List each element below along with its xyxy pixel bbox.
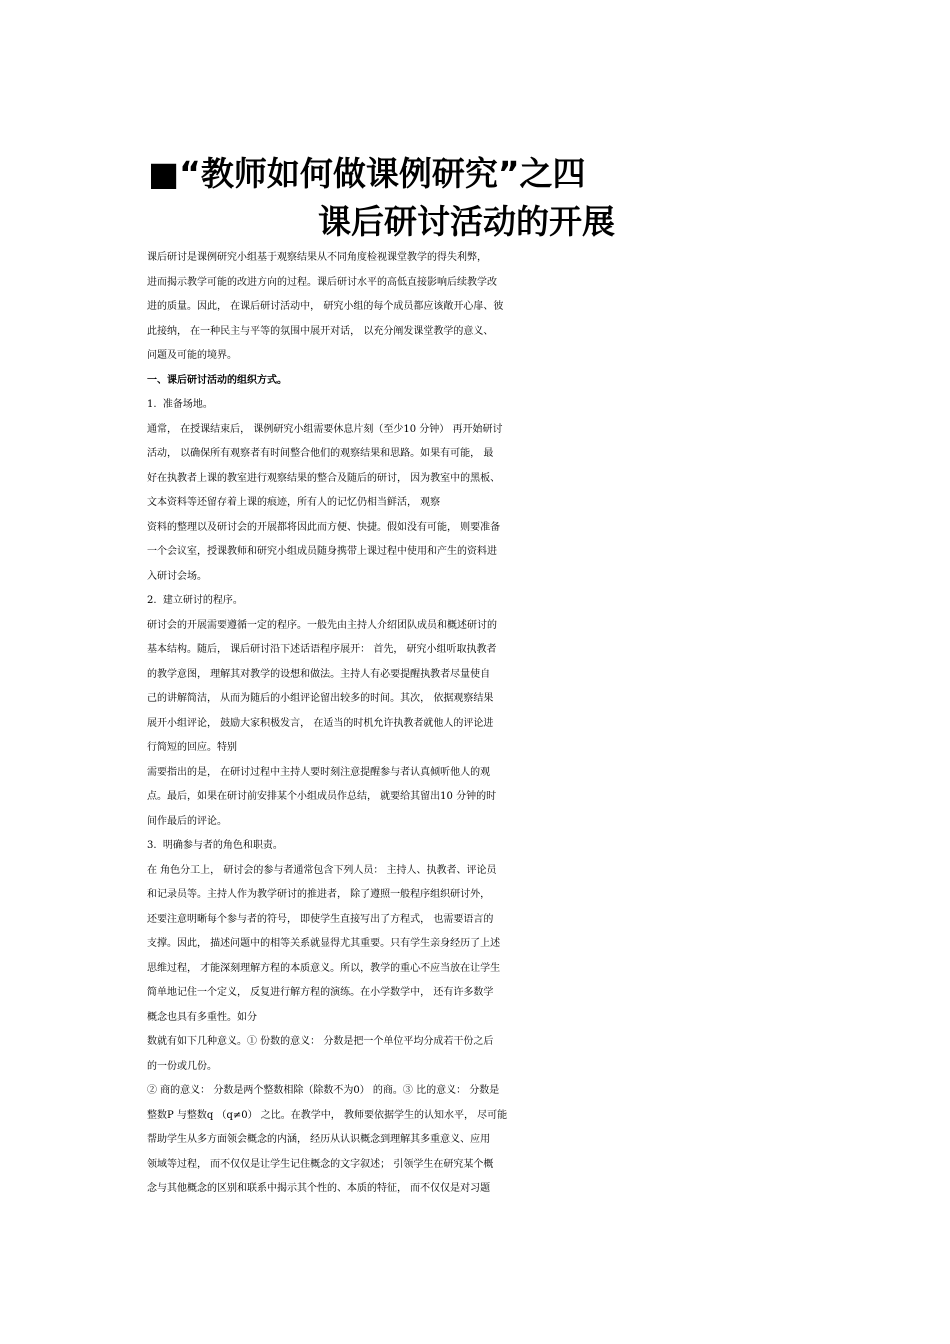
text-line: 整数P 与整数q （q≠0） 之比。在教学中， 教师要依据学生的认知水平， 尽可能 [147,1109,508,1121]
text-line: 活动， 以确保所有观察者有时间整合他们的观察结果和思路。如果有可能， 最 [147,448,494,459]
text-line: 支撑。因此， 描述问题中的相等关系就显得尤其重要。只有学生亲身经历了上述 [147,938,501,949]
text-line: 简单地记住一个定义， 反复进行解方程的演练。在小学数学中， 还有许多数学 [147,987,494,998]
text-line: ② 商的意义： 分数是两个整数相除（除数不为0） 的商。③ 比的意义： 分数是 [147,1085,500,1096]
text-line: 数就有如下几种意义。① 份数的意义： 分数是把一个单位平均分成若干份之后 [147,1036,494,1047]
text-line: 此接纳， 在一种民主与平等的氛围中展开对话， 以充分阐发课堂教学的意义、 [147,325,494,337]
text-line: 的教学意图， 理解其对教学的设想和做法。主持人有必要提醒执教者尽量使自 [147,668,491,680]
text-line: 课后研讨是课例研究小组基于观察结果从不同角度检视课堂教学的得失利弊， [147,252,487,263]
text-line: 念与其他概念的区别和联系中揭示其个性的、本质的特征， 而不仅仅是对习题 [147,1183,491,1194]
text-line: 的一份或几份。 [147,1060,217,1072]
text-line: 帮助学生从多方面领会概念的内涵， 经历从认识概念到理解其多重意义、应用 [147,1134,491,1145]
title-main: 课后研讨活动的开展 [318,202,615,241]
text-line: 间作最后的评论。 [147,815,227,827]
text-line: 资料的整理以及研讨会的开展都将因此而方便、快捷。假如没有可能， 则要准备 [147,521,501,533]
text-line: 进的质量。因此， 在课后研讨活动中， 研究小组的每个成员都应该敞开心扉、彼 [147,301,504,312]
text-line: 问题及可能的境界。 [147,350,237,361]
text-line: 己的讲解简洁， 从而为随后的小组评论留出较多的时间。其次， 依据观察结果 [147,693,494,704]
text-line: 和记录员等。主持人作为教学研讨的推进者， 除了遵照一般程序组织研讨外， [147,889,491,900]
text-line: 需要指出的是， 在研讨过程中主持人要时刻注意提醒参与者认真倾听他人的观 [147,766,491,778]
text-line: 基本结构。随后， 课后研讨沿下述话语程序展开： 首先， 研究小组听取执教者 [147,644,497,655]
subheading: 1. 准备场地。 [147,399,213,410]
title-series: ■“教师如何做课例研究”之四 [148,154,586,193]
text-line: 入研讨会场。 [147,570,207,582]
text-line: 点。最后，如果在研讨前安排某个小组成员作总结， 就要给其留出10 分钟的时 [147,791,497,802]
text-line: 好在执教者上课的教室进行观察结果的整合及随后的研讨， 因为教室中的黑板、 [147,472,501,484]
text-line: 行简短的回应。特别 [147,742,237,753]
section-heading: 一、课后研讨活动的组织方式。 [147,374,287,386]
text-line: 进而揭示教学可能的改进方向的过程。课后研讨水平的高低直接影响后续教学改 [147,276,497,288]
text-line: 研讨会的开展需要遵循一定的程序。一般先由主持人介绍团队成员和概述研讨的 [147,619,497,631]
text-line: 文本资料等还留存着上课的痕迹，所有人的记忆仍相当鲜活， 观察 [147,497,441,508]
body-text [147,246,817,1202]
text-line: 展开小组评论， 鼓励大家积极发言， 在适当的时机允许执教者就他人的评论进 [147,717,494,729]
subheading: 3. 明确参与者的角色和职责。 [147,840,283,851]
text-line: 通常， 在授课结束后， 课例研究小组需要休息片刻（至少10 分钟） 再开始研讨 [147,423,503,435]
text-line: 还要注意明晰每个参与者的符号， 即使学生直接写出了方程式， 也需要语言的 [147,913,494,925]
text-line: 思维过程， 才能深刻理解方程的本质意义。所以，教学的重心不应当放在让学生 [147,962,501,974]
text-line: 一个会议室，授课教师和研究小组成员随身携带上课过程中使用和产生的资料进 [147,546,497,557]
text-line: 领域等过程， 而不仅仅是让学生记住概念的文字叙述； 引领学生在研究某个概 [147,1158,494,1170]
subheading: 2. 建立研讨的程序。 [147,595,243,606]
text-line: 在 角色分工上， 研讨会的参与者通常包含下列人员： 主持人、执教者、评论员 [147,864,497,876]
text-line: 概念也具有多重性。如分 [147,1011,257,1023]
